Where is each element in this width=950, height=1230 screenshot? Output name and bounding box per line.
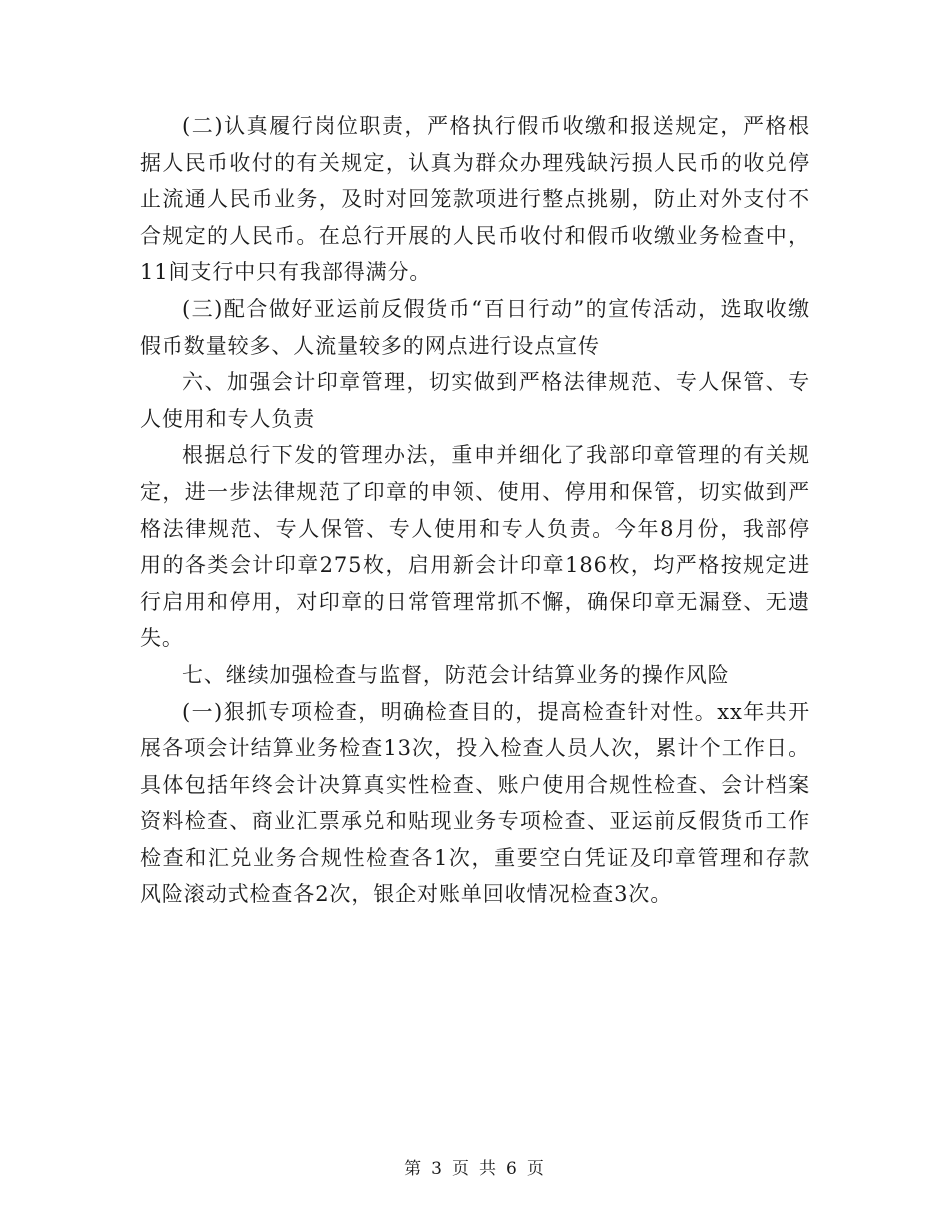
footer-total-pages: 6	[506, 1159, 519, 1179]
paragraph-currency-duties: (二)认真履行岗位职责，严格执行假币收缴和报送规定，严格根据人民币收付的有关规定，认真为群众办理残缺污损人民币的收兑停止流通人民币业务，及时对回笼款项进行整点挑剔，防止对外支付不合规定的人民币。在总行开展的人民币收付和假币收缴业务检查中，11间支行中只有我部得满分。	[140, 114, 810, 285]
document-body	[140, 108, 810, 913]
section-heading-inspection: 七、继续加强检查与监督，防范会计结算业务的操作风险	[182, 662, 730, 687]
paragraph-seal-management: 根据总行下发的管理办法，重申并细化了我部印章管理的有关规定，进一步法律规范了印章的申领、使用、停用和保管，切实做到严格法律规范、专人保管、专人使用和专人负责。今年8月份，我部停用的各类会计印章275枚，启用新会计印章186枚，均严格按规定进行启用和停用，对印章的日常管理常抓不懈，确保印章无漏登、无遗失。	[140, 443, 810, 651]
footer-label-total: 共	[479, 1159, 498, 1179]
footer-label-unit: 页	[452, 1159, 471, 1179]
section-heading-seal-management: 六、加强会计印章管理，切实做到严格法律规范、专人保管、专人使用和专人负责	[140, 370, 810, 431]
footer-label-unit2: 页	[526, 1159, 546, 1179]
footer-label-page: 第	[404, 1159, 424, 1179]
paragraph-special-inspection: (一)狠抓专项检查，明确检查目的，提高检查针对性。xx年共开展各项会计结算业务检查13次，投入检查人员人次，累计个工作日。具体包括年终会计决算真实性检查、账户使用合规性检查、会计档案资料检查、商业汇票承兑和贴现业务专项检查、亚运前反假货币工作检查和汇兑业务合规性检查各1次，重要空白凭证及印章管理和存款风险滚动式检查各2次，银企对账单回收情况检查3次。	[140, 699, 810, 907]
footer-current-page: 3	[431, 1159, 444, 1179]
paragraph-anti-counterfeit-campaign: (三)配合做好亚运前反假货币“百日行动”的宣传活动，选取收缴假币数量较多、人流量较多的网点进行设点宣传	[140, 296, 810, 358]
page-footer	[0, 1154, 950, 1179]
